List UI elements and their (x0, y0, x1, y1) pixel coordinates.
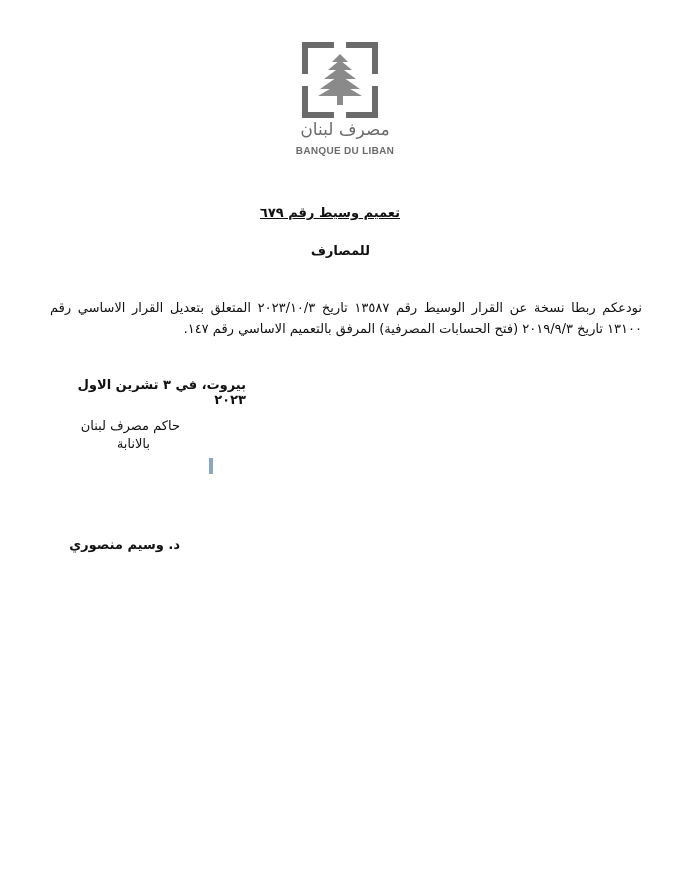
signature-mark (209, 458, 213, 474)
bank-logo (270, 36, 420, 166)
signatory-title: حاكم مصرف لبنان (80, 419, 180, 434)
cedar-tree-logo-icon (302, 42, 378, 118)
circular-body: نودعكم ربطا نسخة عن القرار الوسيط رقم ١٣٥٨٧ تاريخ ٢٠٢٣/١٠/٣ المتعلق بتعديل القرار الاساسي رقم ١٣١٠٠ تاريخ ٢٠١٩/٩/٣ (فتح الحسابات المصرفية) المرفق بالتعميم الاساسي رقم ١٤٧. (50, 301, 642, 337)
recipient-line: للمصارف (310, 244, 370, 259)
bank-name-english: BANQUE DU LIBAN (295, 146, 395, 157)
date-line: بيروت، في ٣ تشرين الاول ٢٠٢٣ (77, 378, 246, 408)
signatory-block (60, 418, 180, 454)
bank-name-arabic: مصرف لبنان (300, 120, 390, 140)
circular-title: تعميم وسيط رقم ٦٧٩ (259, 206, 400, 221)
signatory-acting: بالانابة (116, 437, 150, 452)
signatory-name: د. وسيم منصوري (69, 538, 180, 553)
